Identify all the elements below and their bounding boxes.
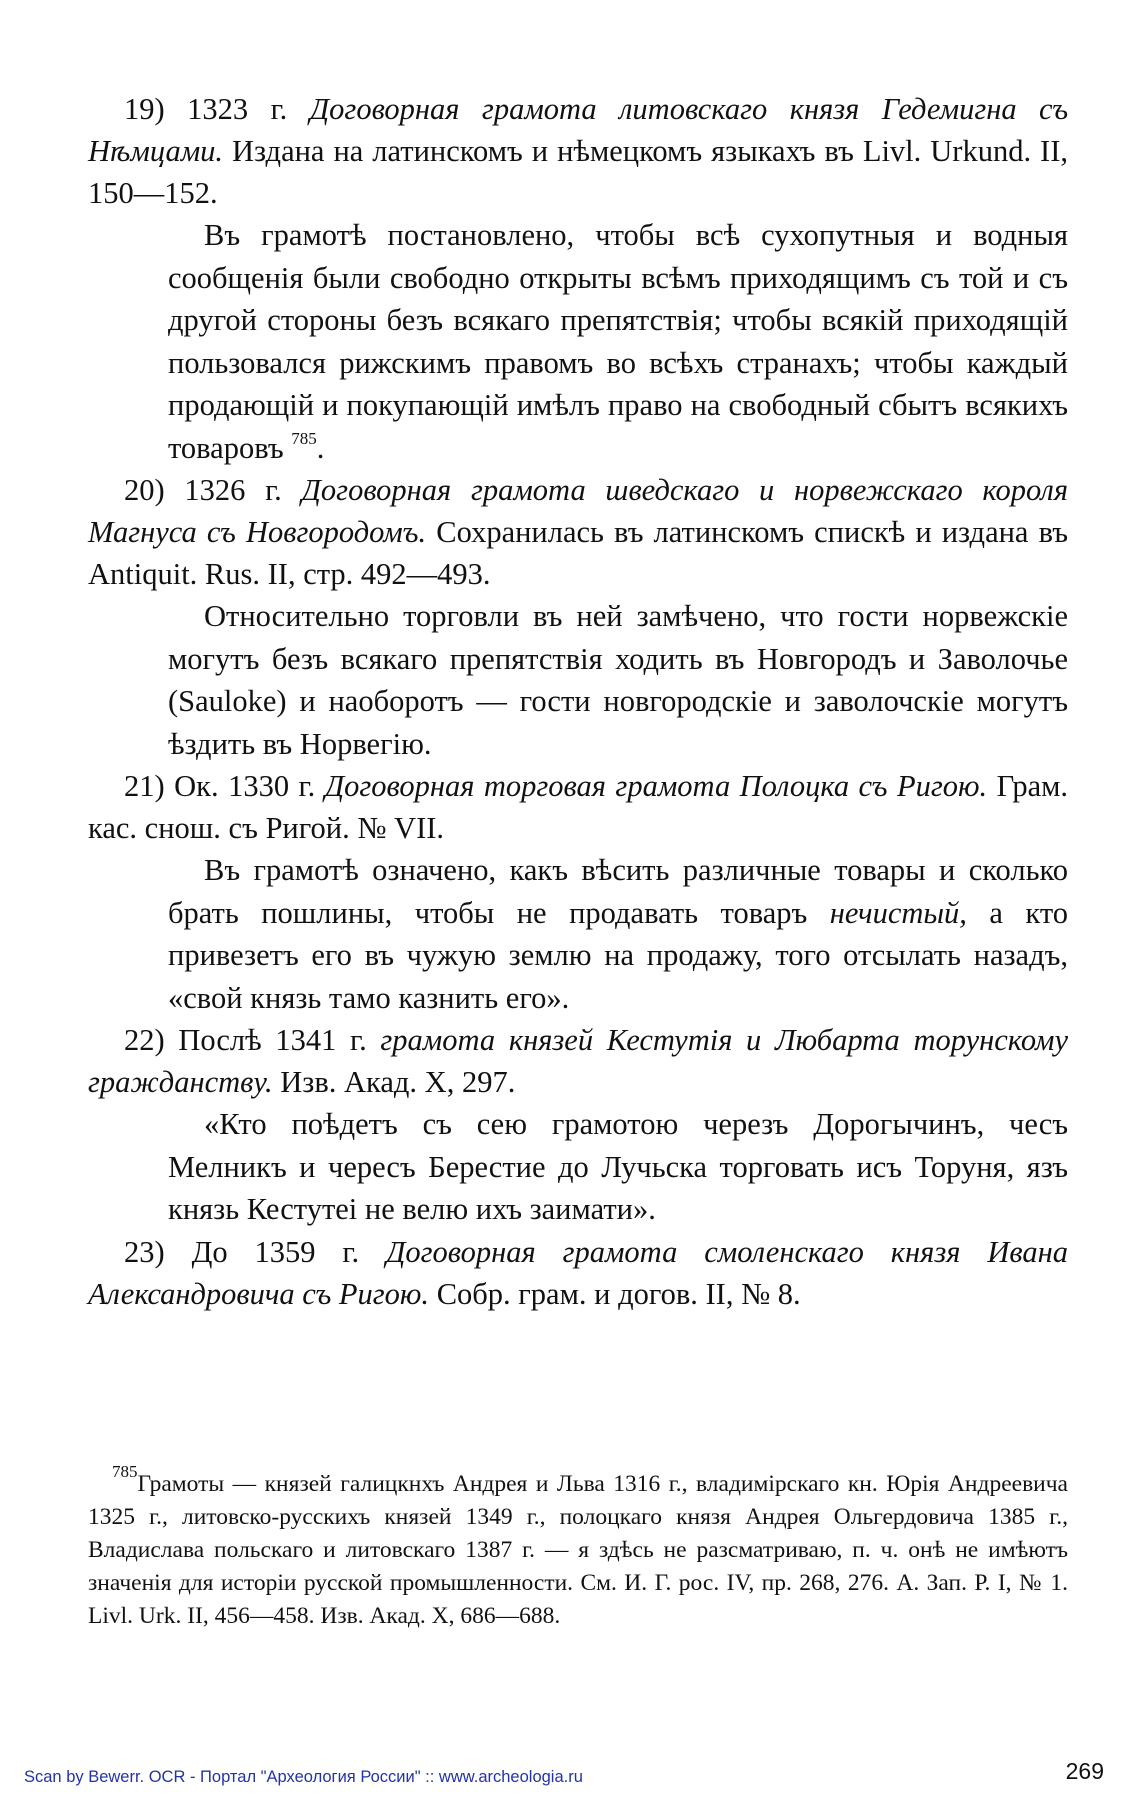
page-footer bbox=[24, 1757, 1116, 1787]
entry-20-number: 20) bbox=[124, 473, 165, 507]
footnote-marker: 785 bbox=[112, 1462, 138, 1481]
footnote-785 bbox=[88, 1462, 1068, 1633]
entry-19-end: . bbox=[316, 430, 325, 465]
entry-21-text-a: Въ грамотѣ означено, какъ вѣсить различные товары и сколько брать пошлины, чтобы не продавать товаръ bbox=[168, 853, 1068, 930]
entry-21-text-emphasis: нечистый, bbox=[829, 895, 967, 930]
entry-19-title: Договорная грамота литовскаго князя Гедемигна съ Нѣмцами. bbox=[88, 92, 1069, 168]
entry-21-body bbox=[168, 849, 1068, 1019]
entry-21-date: Ок. 1330 г. bbox=[174, 769, 316, 803]
entry-20-heading bbox=[88, 469, 1068, 595]
entry-19-heading bbox=[88, 88, 1068, 214]
entry-19-number: 19) bbox=[124, 92, 165, 126]
entry-23-heading bbox=[88, 1231, 1068, 1315]
entry-21-heading bbox=[88, 765, 1068, 849]
page-content bbox=[88, 88, 1068, 1315]
entry-22-number: 22) bbox=[124, 1023, 165, 1057]
entry-23-date: До 1359 г. bbox=[191, 1234, 360, 1269]
entry-19-text: Въ грамотѣ постановлено, чтобы всѣ сухопутныя и водныя сообщенія были свободно открыты всѣмъ приходящимъ съ той и съ другой стороны безъ всякаго препятствія; чтобы всякій приходящій пользовался рижскимъ правомъ во всѣхъ странахъ; чтобы каждый продающій и покупающій имѣлъ право на свободный сбытъ всякихъ товаровъ bbox=[168, 218, 1068, 465]
entry-22-date: Послѣ 1341 г. bbox=[178, 1023, 367, 1057]
entry-19-body bbox=[168, 214, 1068, 469]
entry-20-date: 1326 г. bbox=[184, 473, 282, 507]
entry-22-heading bbox=[88, 1019, 1068, 1103]
entry-19-source: Издана на латинскомъ и нѣмецкомъ языкахъ въ Livl. Urkund. II, 150—152. bbox=[88, 134, 1068, 210]
entry-23-title: Договорная грамота смоленскаго князя Ивана Александровича съ Ригою. bbox=[88, 1234, 1069, 1311]
entry-23-source: Собр. грам. и догов. II, № 8. bbox=[436, 1276, 801, 1311]
footnote-text: Грамоты — князей галицкнхъ Андрея и Льва 1316 г., владимірскаго кн. Юрія Андреевича 1325 г., литовско-русскихъ князей 1349 г., полоцкаго князя Андрея Ольгердовича 1385 г., Владислава польскаго и литовскаго 1387 г. — я здѣсь не разсматриваю, п. ч. онѣ не имѣютъ значенія для исторіи русской промышленности. См. И. Г. рос. IV, пр. 268, 276. А. Зап. Р. I, № 1. Livl. Urk. II, 456—458. Изв. Акад. X, 686—688. bbox=[88, 1471, 1068, 1629]
entry-20-text: Относительно торговли въ ней замѣчено, что гости норвежскіе могутъ безъ всякаго препятствія ходить въ Новгородъ и Заволочье (Sauloke) и наоборотъ — гости новгородскіе и заволочскіе могутъ ѣздить въ Норвегію. bbox=[168, 599, 1068, 761]
scan-credit-link[interactable]: Scan by Bewerr. OCR - Портал "Археология России" :: www.archeologia.ru bbox=[24, 1768, 583, 1786]
entry-20-title: Договорная грамота шведскаго и норвежскаго короля Магнуса съ Новгородомъ. bbox=[88, 473, 1069, 549]
entry-21-number: 21) bbox=[124, 769, 165, 803]
entry-21-text-c: а кто привезетъ его въ чужую землю на продажу, того отсылать назадъ, «свой князь тамо казнить его». bbox=[168, 895, 1069, 1015]
entry-22-source: Изв. Акад. X, 297. bbox=[280, 1065, 516, 1099]
entry-22-body bbox=[168, 1103, 1068, 1231]
entry-20-body bbox=[168, 595, 1068, 765]
entry-22-text: «Кто поѣдетъ съ сею грамотою черезъ Дорогычинъ, чесъ Мелникъ и чересъ Берестие до Лучьска торговать исъ Торуня, язъ князь Кестутеі не велю ихъ заимати». bbox=[168, 1107, 1068, 1226]
entry-21-source: Грам. кас. снош. съ Ригой. № VII. bbox=[88, 769, 1069, 845]
entry-20-source: Сохранилась въ латинскомъ спискѣ и издана въ Antiquit. Rus. II, стр. 492—493. bbox=[88, 515, 1068, 591]
entry-21-title: Договорная торговая грамота Полоцка съ Ригою. bbox=[324, 769, 988, 803]
page-number: 269 bbox=[1065, 1758, 1104, 1784]
entry-23-number: 23) bbox=[124, 1234, 165, 1269]
entry-19-date: 1323 г. bbox=[187, 92, 288, 126]
footnote-reference-785[interactable]: 785 bbox=[291, 428, 317, 448]
entry-22-title: грамота князей Кестутія и Любарта торунскому гражданству. bbox=[88, 1023, 1068, 1099]
